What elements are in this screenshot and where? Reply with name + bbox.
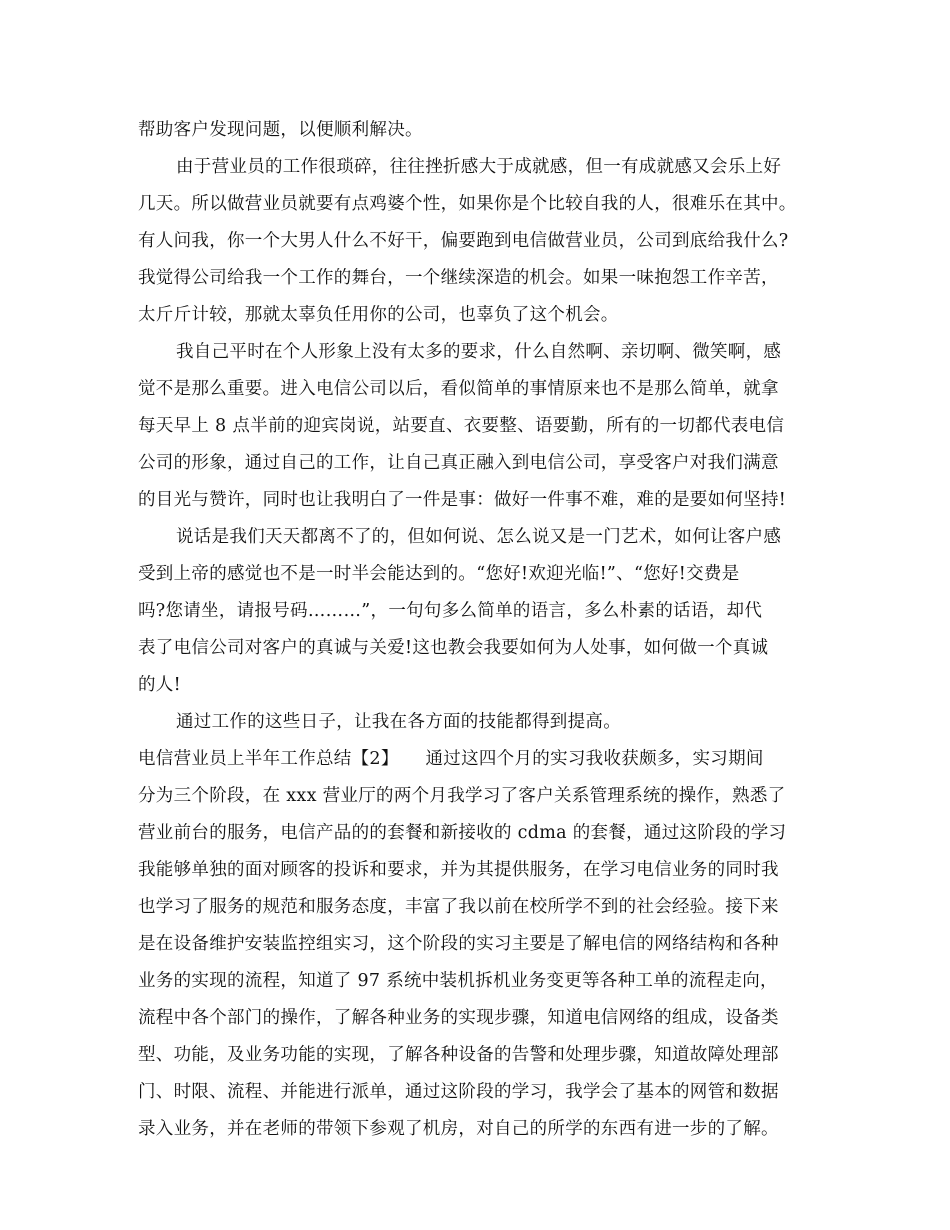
text-line: 录入业务，并在老师的带领下参观了机房，对自己的所学的东西有进一步的了解。 (138, 1119, 779, 1139)
text-line: 流程中各个部门的操作，了解各种业务的实现步骤，知道电信网络的组成，设备类 (138, 1008, 779, 1028)
text-line: 公司的形象，通过自己的工作，让自己真正融入到电信公司，享受客户对我们满意 (138, 453, 779, 473)
text-line: 我觉得公司给我一个工作的舞台，一个继续深造的机会。如果一味抱怨工作辛苦， (138, 268, 779, 288)
text-line: 吗?您请坐，请报号码………”，一句句多么简单的语言，多么朴素的话语，却代 (138, 601, 763, 621)
text-line: 的目光与赞许，同时也让我明白了一件是事：做好一件事不难，难的是要如何坚持! (138, 490, 787, 510)
text-line: 分为三个阶段，在 xxx 营业厅的两个月我学习了客户关系管理系统的操作，熟悉了 (138, 786, 786, 806)
text-line: 是在设备维护安装监控组实习，这个阶段的实习主要是了解电信的网络结构和各种 (138, 934, 779, 954)
section-title-line: 电信营业员上半年工作总结【2】 通过这四个月的实习我收获颇多，实习期间 (138, 749, 764, 769)
text-line: 也学习了服务的规范和服务态度，丰富了我以前在校所学不到的社会经验。接下来 (138, 897, 779, 917)
paragraph-start: 由于营业员的工作很琐碎，往往挫折感大于成就感，但一有成就感又会乐上好 (176, 157, 782, 177)
text-line: 帮助客户发现问题，以便顺利解决。 (138, 120, 423, 140)
text-line: 觉不是那么重要。进入电信公司以后，看似简单的事情原来也不是那么简单，就拿 (138, 379, 779, 399)
paragraph-start: 我自己平时在个人形象上没有太多的要求，什么自然啊、亲切啊、微笑啊，感 (176, 342, 782, 362)
text-line: 营业前台的服务，电信产品的的套餐和新接收的 cdma 的套餐，通过这阶段的学习 (138, 823, 787, 843)
text-line: 我能够单独的面对顾客的投诉和要求，并为其提供服务，在学习电信业务的同时我 (138, 860, 779, 880)
text-line: 每天早上 8 点半前的迎宾岗说，站要直、衣要整、语要勤，所有的一切都代表电信 (138, 416, 785, 436)
text-line: 受到上帝的感觉也不是一时半会能达到的。“您好!欢迎光临!”、“您好!交费是 (138, 564, 740, 584)
paragraph-start: 通过工作的这些日子，让我在各方面的技能都得到提高。 (176, 712, 621, 732)
text-line: 业务的实现的流程，知道了 97 系统中装机拆机业务变更等各种工单的流程走向， (138, 971, 778, 991)
text-line: 表了电信公司对客户的真诚与关爱!这也教会我要如何为人处事，如何做一个真诚 (138, 638, 769, 658)
text-line: 的人! (138, 675, 181, 695)
text-line: 门、时限、流程、并能进行派单，通过这阶段的学习，我学会了基本的网管和数据 (138, 1082, 779, 1102)
text-line: 几天。所以做营业员就要有点鸡婆个性，如果你是个比较自我的人，很难乐在其中。 (138, 194, 797, 214)
paragraph-start: 说话是我们天天都离不了的，但如何说、怎么说又是一门艺术，如何让客户感 (176, 527, 782, 547)
text-line: 有人问我，你一个大男人什么不好干，偏要跑到电信做营业员，公司到底给我什么? (138, 231, 789, 251)
text-line: 型、功能，及业务功能的实现，了解各种设备的告警和处理步骤，知道故障处理部 (138, 1045, 779, 1065)
text-line: 太斤斤计较，那就太辜负任用你的公司，也辜负了这个机会。 (138, 305, 619, 325)
